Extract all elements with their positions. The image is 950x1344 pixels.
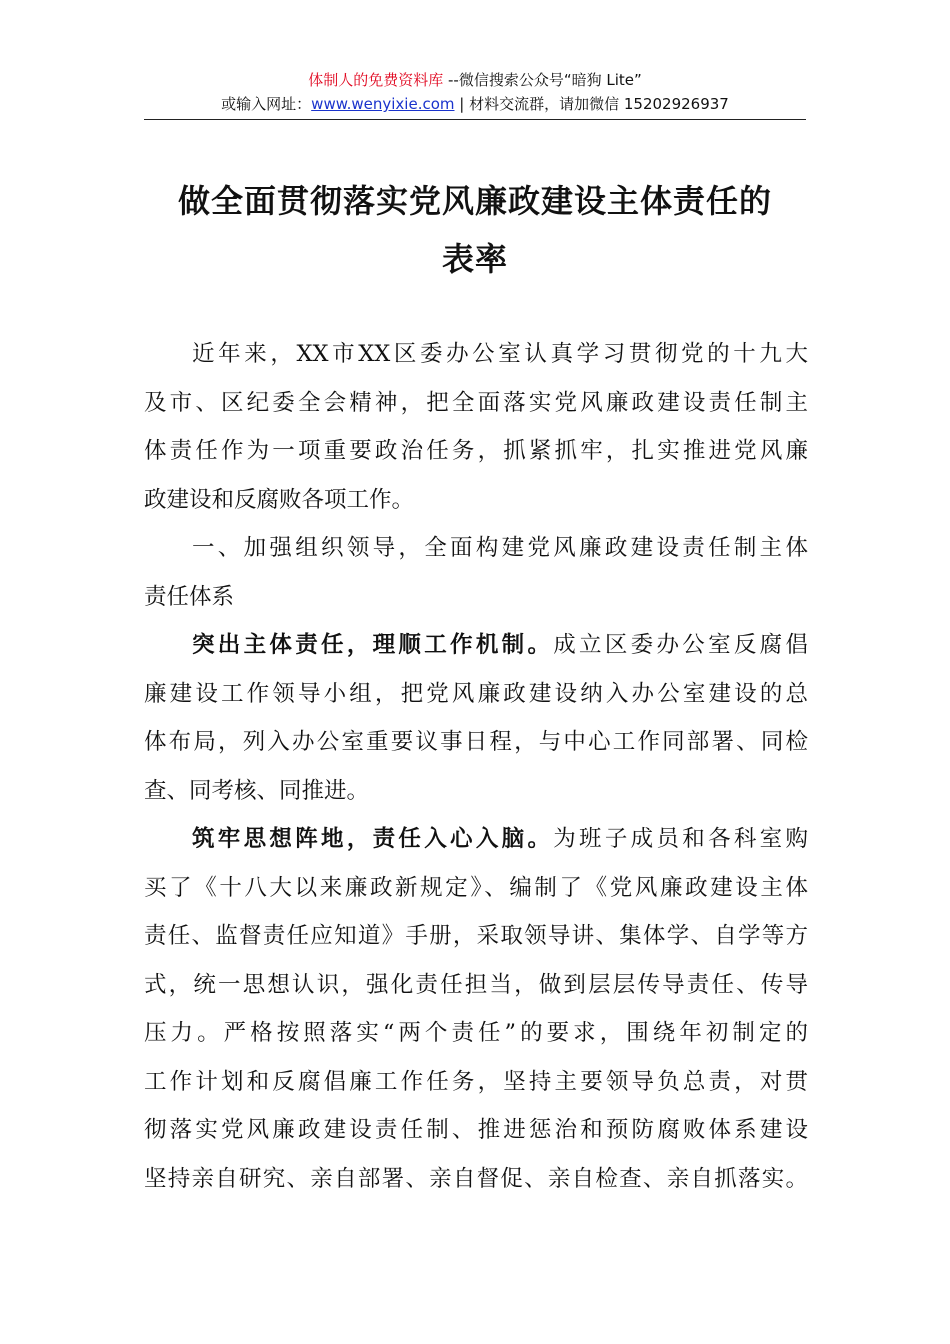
section-heading-line: 责任体系 [144,583,235,610]
para3-line: 买了《十八大以来廉政新规定》、编制了《党风廉政建设主体 [144,874,808,901]
para2-line: 查、同考核、同推进。 [144,777,370,804]
watermark-header [144,68,806,116]
header-line-2 [144,92,806,116]
document-title [144,172,806,288]
para2-lead-bold: 突出主体责任，理顺工作机制。 [192,632,554,658]
para2-first-line [144,621,808,670]
section-heading-line: 一、加强组织领导，全面构建党风廉政建设责任制主体 [192,535,808,561]
title-line-2: 表率 [441,240,508,278]
header-url-prefix: 或输入网址： [221,95,312,113]
para3-line: 式，统一思想认识，强化责任担当，做到层层传导责任、传导 [144,971,808,998]
header-line-1 [144,68,806,92]
para1-line: 体责任作为一项重要政治任务，抓紧抓牢，扎实推进党风廉 [144,438,808,464]
para3-line: 责任、监督责任应知道》手册，采取领导讲、集体学、自学等方 [144,923,808,949]
header-tagline: --微信搜索公众号“暗狗 Lite” [443,71,642,89]
para3-line: 彻落实党风廉政建设责任制、推进惩治和预防腐败体系建设 [144,1117,808,1143]
para2-line: 体布局，列入办公室重要议事日程，与中心工作同部署、同检 [144,729,808,755]
para3-line: 坚持亲自研究、亲自部署、亲自督促、亲自检查、亲自抓落实。 [144,1165,808,1192]
para3-line: 工作计划和反腐倡廉工作任务，坚持主要领导负总责，对贯 [144,1068,808,1095]
para1-line: 近年来，XX市XX区委办公室认真学习贯彻党的十九大 [192,341,808,367]
para2-line: 廉建设工作领导小组，把党风廉政建设纳入办公室建设的总 [144,680,808,707]
para1-line: 及市、区纪委全会精神，把全面落实党风廉政建设责任制主 [144,389,808,416]
header-contact: | 材料交流群，请加微信 15202926937 [454,95,729,113]
header-divider [144,119,806,120]
para3-lead-text: 为班子成员和各科室购 [553,826,808,852]
title-line-1: 做全面贯彻落实党风廉政建设主体责任的 [177,182,772,220]
document-body [144,330,808,1203]
para3-first-line [144,815,808,864]
website-link[interactable]: www.wenyixie.com [311,95,455,113]
brand-name: 体制人的免费资料库 [308,71,444,89]
para3-lead-bold: 筑牢思想阵地，责任入心入脑。 [192,826,554,852]
para2-lead-text: 成立区委办公室反腐倡 [553,632,808,658]
para1-line: 政建设和反腐败各项工作。 [144,486,415,513]
para3-line: 压力。严格按照落实“两个责任”的要求，围绕年初制定的 [144,1020,808,1046]
